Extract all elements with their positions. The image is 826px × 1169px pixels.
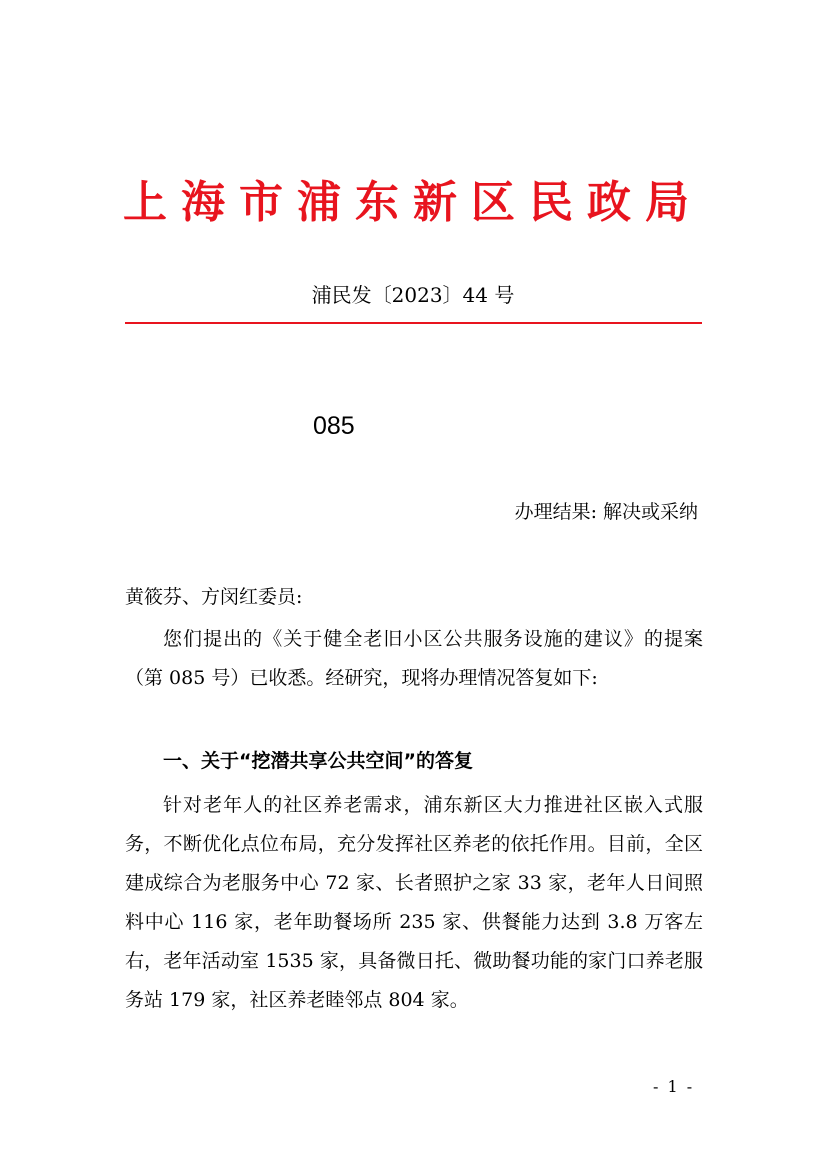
red-divider-line — [125, 322, 702, 324]
handling-result — [515, 497, 698, 527]
page-number: - 1 - — [653, 1077, 695, 1096]
issuer-title: 上海市浦东新区民政局 — [123, 177, 703, 228]
document-number: 浦民发〔2023〕44 号 — [311, 283, 515, 307]
proposal-number: 085 — [313, 412, 355, 440]
intro-paragraph: 您们提出的《关于健全老旧小区公共服务设施的建议》的提案（第 085 号）已收悉。经研究，现将办理情况答复如下: — [125, 628, 703, 689]
salutation: 黄筱芬、方闵红委员: — [125, 586, 303, 608]
handling-result-value: 解决或采纳 — [602, 501, 698, 523]
handling-result-label: 办理结果: — [514, 501, 597, 523]
section-heading-1: 一、关于“挖潜共享公共空间”的答复 — [163, 750, 473, 772]
section-1-paragraph: 针对老年人的社区养老需求，浦东新区大力推进社区嵌入式服务，不断优化点位布局，充分发挥社区养老的依托作用。目前，全区建成综合为老服务中心 72 家、长者照护之家 33 家，老年人日间照料中心 116 家，老年助餐场所 235 家、供餐能力达到 3.8 万客左右，老年活动室 1535 家，具备微日托、微助餐功能的家门口养老服务站 179 家，社区养老睦邻点 804 家。 — [125, 794, 703, 1011]
